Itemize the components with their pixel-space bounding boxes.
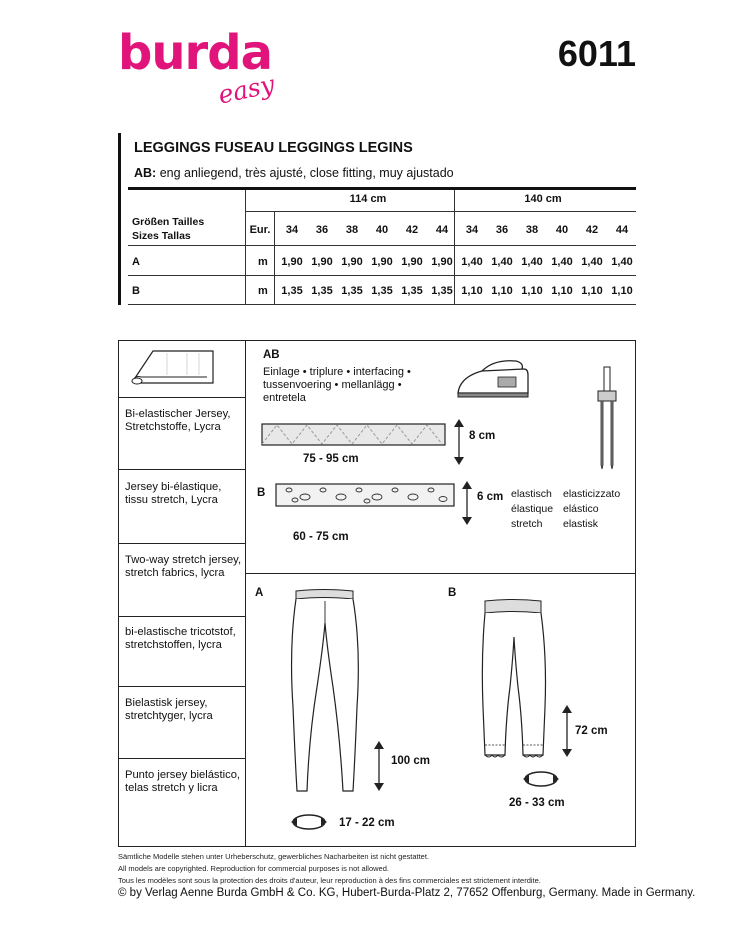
sizes-label-en-es: Sizes Tallas <box>132 230 191 242</box>
view-a-length: 100 cm <box>391 755 431 767</box>
yardage-cell: 1,10 <box>551 285 573 297</box>
pattern-title: LEGGINGS FUSEAU LEGGINGS LEGINS <box>134 140 413 156</box>
yardage-cell: 1,35 <box>401 285 423 297</box>
yardage-cell: 1,10 <box>461 285 483 297</box>
yardage-cell: 1,40 <box>461 256 483 268</box>
footer-line-en: All models are copyrighted. Reproduction for commercial purposes is not allowed. <box>118 864 389 873</box>
size-header: 36 <box>315 224 329 236</box>
table-rule <box>246 211 636 212</box>
width-140: 140 cm <box>524 193 562 205</box>
fabric-notions-views-panel <box>118 340 636 847</box>
yardage-cell: 1,40 <box>551 256 573 268</box>
fabric-divider <box>119 758 245 759</box>
yardage-cell: 1,90 <box>371 256 393 268</box>
footer-line-fr: Tous les modèles sont sous la protection des droits d'auteur, leur reproduction à des fins commerciales est strictement interdite. <box>118 876 541 885</box>
fabric-de: Bi-elastischer Jersey, Stretchstoffe, Lycra <box>125 408 231 433</box>
table-top-rule <box>128 187 636 190</box>
table-rule <box>128 304 636 305</box>
size-header: 38 <box>525 224 539 236</box>
yardage-cell: 1,35 <box>311 285 333 297</box>
view-b-leggings-drawing <box>477 597 553 761</box>
row-label-a: A <box>132 256 140 268</box>
size-header: 42 <box>585 224 599 236</box>
size-header: 42 <box>405 224 419 236</box>
elastic-length: 60 - 75 cm <box>293 531 349 543</box>
sizes-label-de-fr: Größen Tailles <box>132 216 205 228</box>
notions-views-divider <box>245 573 635 574</box>
footer-line-de: Sämtliche Modelle stehen unter Urheberschutz, gewerbliches Nacharbeiten ist nicht gestattet. <box>118 852 429 861</box>
view-a-leggings-drawing <box>283 587 365 797</box>
column-divider <box>245 341 246 846</box>
logo-line: easy <box>215 69 278 110</box>
fabric-es: Punto jersey bielástico, telas stretch y licra <box>125 769 241 794</box>
fabric-divider <box>119 686 245 687</box>
interfacing-width-arrow <box>451 417 467 467</box>
burda-easy-logo <box>118 25 298 110</box>
fabric-divider <box>119 543 245 544</box>
yardage-cell: 1,40 <box>611 256 633 268</box>
yardage-cell: 1,40 <box>521 256 543 268</box>
elastic-width: 6 cm <box>477 491 504 503</box>
view-a-hem: 17 - 22 cm <box>339 817 395 829</box>
table-rule <box>128 245 636 246</box>
yardage-cell: 1,90 <box>311 256 333 268</box>
yardage-cell: 1,10 <box>581 285 603 297</box>
yardage-cell: 1,90 <box>401 256 423 268</box>
fabric-en: Two-way stretch jersey, stretch fabrics, lycra <box>125 554 242 579</box>
fabric-fr: Jersey bi-élastique, tissu stretch, Lycra <box>125 481 222 506</box>
view-a-label: A <box>255 587 264 599</box>
interfacing-width: 8 cm <box>469 430 496 442</box>
size-header: 36 <box>495 224 509 236</box>
fabric-roll-icon <box>127 345 219 389</box>
view-b-length: 72 cm <box>575 725 608 737</box>
fabric-divider <box>119 616 245 617</box>
width-114: 114 cm <box>349 193 387 205</box>
view-a-hem-circumference-icon <box>289 812 331 832</box>
interfacing-length: 75 - 95 cm <box>303 453 359 465</box>
yardage-cell: 1,35 <box>431 285 453 297</box>
size-header: 40 <box>375 224 389 236</box>
yardage-cell: 1,35 <box>371 285 393 297</box>
size-header: 34 <box>465 224 479 236</box>
interfacing-text: Einlage • triplure • interfacing • tussenvoering • mellanlägg • entretela <box>263 366 411 404</box>
yardage-cell: 1,90 <box>281 256 303 268</box>
yardage-cell: 1,90 <box>431 256 453 268</box>
yardage-cell: 1,10 <box>611 285 633 297</box>
yardage-cell: 1,10 <box>521 285 543 297</box>
size-header: 38 <box>345 224 359 236</box>
yardage-cell: 1,35 <box>341 285 363 297</box>
fabric-divider <box>119 469 245 470</box>
elastic-words-1: elastisch élastique stretch <box>511 488 554 530</box>
row-unit-b: m <box>258 285 268 297</box>
size-header: 40 <box>555 224 569 236</box>
size-header: 44 <box>435 224 449 236</box>
row-unit-a: m <box>258 256 268 268</box>
notions-label: AB <box>263 349 280 361</box>
iron-icon <box>454 355 534 401</box>
fabric-divider <box>119 397 245 398</box>
view-b-hem: 26 - 33 cm <box>509 797 565 809</box>
yardage-cell: 1,35 <box>281 285 303 297</box>
elastic-strip <box>275 483 457 509</box>
yardage-cell: 1,90 <box>341 256 363 268</box>
subtitle-text: eng anliegend, très ajusté, close fitting, muy ajustado <box>159 166 454 180</box>
view-b-hem-circumference-icon <box>521 769 563 789</box>
logo-brand: burda <box>118 25 272 81</box>
view-b-length-arrow <box>559 703 575 759</box>
size-header: 34 <box>285 224 299 236</box>
row-label-b: B <box>132 285 140 297</box>
yardage-table <box>128 187 636 305</box>
table-divider <box>245 190 246 304</box>
copyright: © by Verlag Aenne Burda GmbH & Co. KG, Hubert-Burda-Platz 2, 77652 Offenburg, Germany. Made in Germany. <box>118 887 696 899</box>
yardage-cell: 1,10 <box>491 285 513 297</box>
elastic-width-arrow <box>459 479 475 527</box>
pattern-number: 6011 <box>557 33 636 74</box>
table-rule <box>128 275 636 276</box>
elastic-words-2: elasticizzato elástico elastisk <box>563 488 621 530</box>
subtitle-label: AB: <box>134 166 157 180</box>
table-divider <box>274 211 275 304</box>
fabric-nl: bi-elastische tricotstof, stretchstoffen, lycra <box>125 626 236 651</box>
twin-needle-icon <box>595 365 619 473</box>
yardage-cell: 1,40 <box>491 256 513 268</box>
size-header: 44 <box>615 224 629 236</box>
elastic-label: B <box>257 487 266 499</box>
eur-label: Eur. <box>249 224 271 236</box>
view-a-length-arrow <box>371 739 387 793</box>
pattern-subtitle <box>134 166 454 180</box>
interfacing-strip <box>261 423 447 447</box>
view-b-label: B <box>448 587 457 599</box>
yardage-cell: 1,40 <box>581 256 603 268</box>
header-vertical-rule <box>118 133 121 305</box>
fabric-sv: Bielastisk jersey, stretchtyger, lycra <box>125 697 213 722</box>
